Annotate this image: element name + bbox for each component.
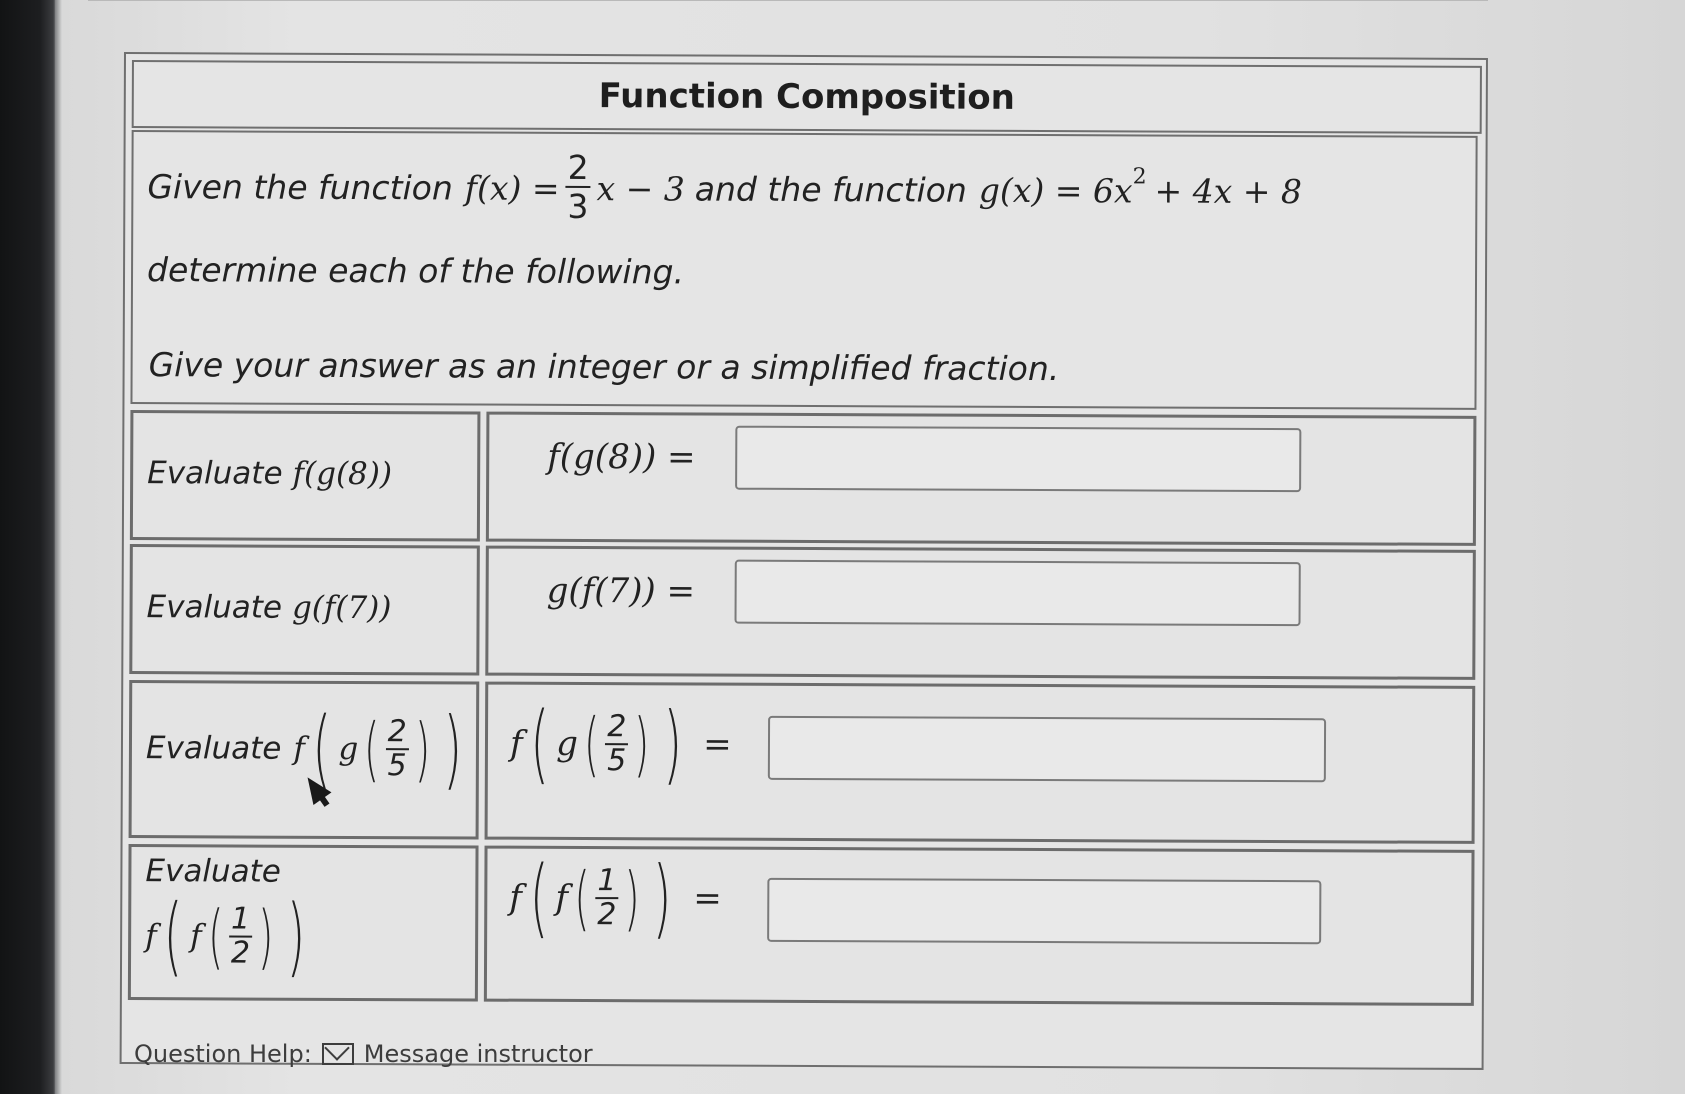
- g-definition: g(x) = 6x: [978, 170, 1133, 210]
- fraction-denominator: 3: [567, 186, 589, 227]
- left-paren: (: [163, 886, 183, 987]
- fraction-numerator: 1: [229, 903, 252, 937]
- row-label-cell: [129, 544, 480, 676]
- right-paren: ): [286, 886, 306, 987]
- answer-input-fg25[interactable]: [768, 716, 1326, 782]
- answer-input-ff12[interactable]: [767, 878, 1321, 944]
- answer-input-fg8[interactable]: [735, 426, 1301, 492]
- message-instructor-link[interactable]: Message instructor: [363, 1040, 593, 1068]
- fraction-numerator: 2: [566, 150, 591, 188]
- prompt-instruction: determine each of the following.: [146, 250, 685, 292]
- answer-prompt: [509, 847, 722, 949]
- row-answer-cell: [486, 412, 1477, 546]
- row-answer-cell: [484, 846, 1475, 1006]
- left-paren: (: [364, 708, 380, 791]
- expression: f(g(8)): [292, 455, 393, 493]
- question-prompt: [130, 130, 1477, 410]
- row-answer-cell: [485, 546, 1476, 680]
- envelope-icon: [322, 1043, 354, 1065]
- g-exponent: 2: [1132, 163, 1147, 189]
- equals-sign: =: [693, 878, 722, 919]
- right-paren: ): [258, 895, 274, 978]
- inner-function: g: [556, 723, 578, 764]
- right-paren: ): [653, 848, 673, 949]
- left-paren: (: [529, 693, 549, 794]
- expression: g(f(7)): [291, 589, 392, 627]
- argument-fraction: [595, 865, 618, 931]
- left-paren: (: [207, 895, 224, 978]
- argument-fraction: [605, 711, 628, 777]
- right-paren: ): [443, 699, 463, 800]
- left-paren: (: [312, 698, 332, 799]
- fraction-numerator: 2: [386, 716, 409, 750]
- outer-function: f: [509, 877, 522, 918]
- fraction-denominator: 2: [597, 897, 617, 933]
- prompt-and-text: and the function: [694, 168, 967, 210]
- fraction-numerator: 2: [605, 711, 628, 745]
- right-paren: ): [662, 694, 682, 795]
- outer-function: f: [293, 730, 305, 767]
- row-label: [147, 455, 392, 492]
- question-table: [120, 52, 1488, 1070]
- prompt-format-note: Give your answer as an integer or a simplified fraction.: [148, 345, 1060, 389]
- row-answer-cell: [485, 682, 1476, 844]
- equals-sign: =: [703, 724, 732, 765]
- answer-input-gf7[interactable]: [735, 560, 1301, 626]
- inner-function: f: [190, 918, 202, 955]
- row-label-cell: [128, 844, 479, 1002]
- right-paren: ): [624, 857, 640, 940]
- table-row: [130, 410, 1476, 493]
- g-definition-rest: + 4x + 8: [1154, 170, 1303, 211]
- outer-function: f: [509, 723, 523, 764]
- evaluate-text: Evaluate: [145, 853, 281, 890]
- f-coefficient-fraction: [565, 147, 590, 227]
- f-definition-rest: x − 3: [596, 168, 685, 208]
- row-label-cell: [129, 680, 480, 840]
- left-paren: (: [529, 847, 549, 948]
- evaluate-text: Evaluate: [145, 730, 282, 767]
- right-paren: ): [414, 708, 431, 791]
- outer-function: f: [145, 918, 157, 955]
- question-help: [134, 1040, 593, 1068]
- f-definition-lhs: f(x) =: [464, 167, 560, 208]
- table-row: [129, 844, 1475, 987]
- answer-prompt: f(g(8)) =: [547, 436, 696, 478]
- fraction-denominator: 2: [230, 935, 251, 971]
- fraction-denominator: 5: [607, 743, 627, 779]
- inner-function: g: [338, 730, 359, 768]
- row-label: [146, 589, 391, 626]
- fraction-numerator: 1: [595, 865, 618, 899]
- prompt-definitions: [147, 148, 1302, 229]
- divider: [88, 0, 1488, 1]
- row-label-cell: [130, 410, 481, 542]
- evaluate-text: Evaluate: [147, 455, 283, 492]
- evaluate-text: Evaluate: [146, 589, 283, 626]
- table-header: [132, 60, 1482, 134]
- row-label: [145, 886, 313, 987]
- answer-prompt: g(f(7)) =: [546, 570, 696, 612]
- prompt-given-text: Given the function: [147, 166, 453, 207]
- fraction-denominator: 5: [387, 748, 407, 784]
- question-help-label: Question Help:: [134, 1040, 312, 1068]
- left-paren: (: [583, 703, 600, 786]
- argument-fraction: [385, 716, 408, 782]
- answer-prompt: [509, 693, 732, 795]
- argument-fraction: [229, 903, 252, 969]
- right-paren: ): [634, 703, 650, 786]
- inner-function: f: [555, 877, 569, 918]
- question-title: Function Composition: [598, 76, 1015, 118]
- left-paren: (: [574, 856, 590, 940]
- monitor-bezel: [0, 0, 55, 1094]
- table-row: [129, 680, 1475, 800]
